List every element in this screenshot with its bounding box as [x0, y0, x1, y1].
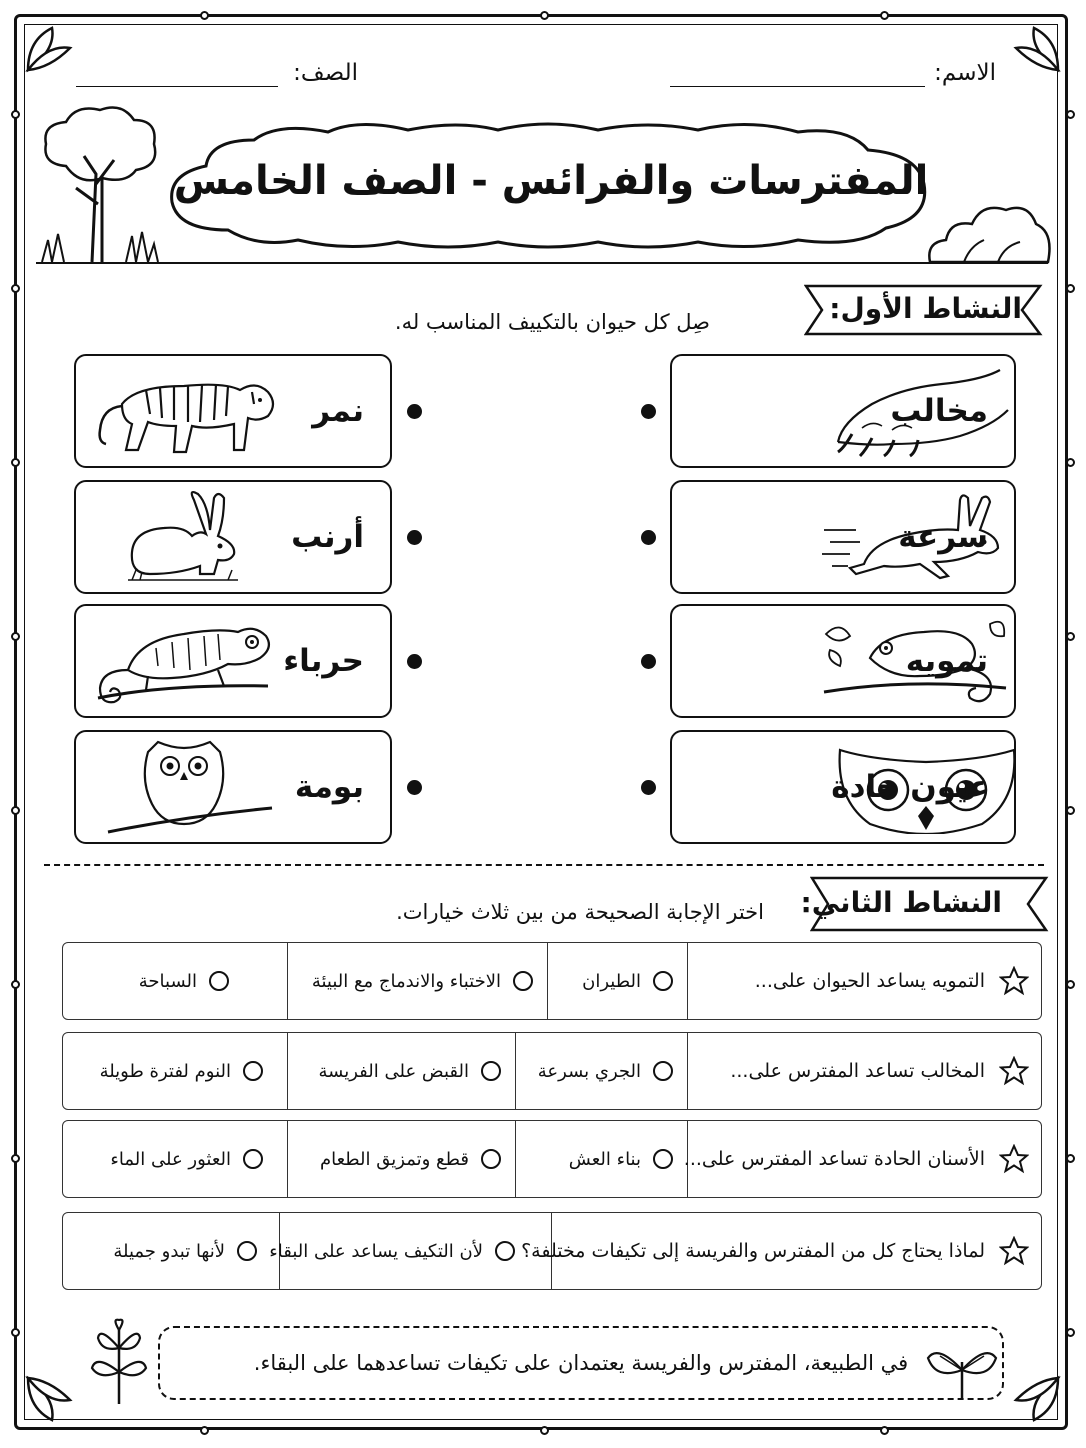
match-dot-right[interactable] — [641, 404, 656, 419]
adaptation-card-claws[interactable] — [670, 354, 1016, 468]
border-dot — [880, 11, 889, 20]
animal-card-chameleon[interactable] — [74, 604, 392, 718]
border-dot — [1066, 284, 1075, 293]
rabbit-icon — [88, 490, 278, 584]
summary-text: في الطبيعة، المفترس والفريسة يعتمدان على تكيفات تساعدهما على البقاء. — [253, 1351, 909, 1375]
match-dot-left[interactable] — [407, 654, 422, 669]
option-cell[interactable] — [287, 943, 547, 1019]
match-dot-left[interactable] — [407, 404, 422, 419]
page-title: المفترسات والفرائس - الصف الخامس — [173, 158, 929, 204]
option-text: الطيران — [582, 970, 641, 992]
section-divider — [44, 864, 1044, 866]
option-text: قطع وتمزيق الطعام — [319, 1148, 469, 1170]
option-cell[interactable] — [63, 1033, 287, 1109]
question-row — [62, 1032, 1042, 1110]
border-dot — [11, 458, 20, 467]
adaptation-card-camouflage[interactable] — [670, 604, 1016, 718]
option-text: لأن التكيف يساعد على البقاء — [269, 1240, 483, 1262]
radio-button[interactable] — [653, 971, 673, 991]
option-text: العثور على الماء — [110, 1148, 231, 1170]
name-field[interactable] — [670, 86, 925, 87]
corner-leaf-icon — [1008, 1372, 1064, 1428]
ground-line — [36, 262, 1048, 264]
border-dot — [540, 11, 549, 20]
chameleon-icon — [88, 614, 278, 708]
border-dot — [11, 980, 20, 989]
radio-button[interactable] — [209, 971, 229, 991]
radio-button[interactable] — [481, 1149, 501, 1169]
border-dot — [200, 11, 209, 20]
border-dot — [1066, 980, 1075, 989]
match-dot-left[interactable] — [407, 780, 422, 795]
radio-button[interactable] — [243, 1149, 263, 1169]
option-cell[interactable] — [547, 943, 687, 1019]
star-icon — [999, 1056, 1029, 1086]
question-text: الأسنان الحادة تساعد المفترس على... — [683, 1148, 985, 1170]
activity2-instruction: اختر الإجابة الصحيحة من بين ثلاث خيارات. — [396, 900, 764, 924]
animal-card-rabbit[interactable] — [74, 480, 392, 594]
radio-button[interactable] — [653, 1149, 673, 1169]
border-dot — [1066, 110, 1075, 119]
adaptation-label: مخالب — [890, 393, 988, 429]
adaptation-label: عيون حادة — [831, 769, 990, 805]
question-row — [62, 1120, 1042, 1198]
border-dot — [11, 1328, 20, 1337]
question-text: لماذا يحتاج كل من المفترس والفريسة إلى تكيفات مختلفة؟ — [521, 1240, 985, 1262]
border-dot — [540, 1426, 549, 1435]
animal-label: حرباء — [283, 643, 364, 679]
adaptation-card-speed[interactable] — [670, 480, 1016, 594]
class-field[interactable] — [76, 86, 278, 87]
option-cell[interactable] — [515, 1033, 687, 1109]
border-dot — [11, 632, 20, 641]
activity1-title: النشاط الأول: — [829, 292, 1022, 325]
question-text: المخالب تساعد المفترس على... — [730, 1060, 985, 1082]
option-cell[interactable] — [269, 1213, 551, 1289]
corner-leaf-icon — [22, 1372, 78, 1428]
animal-label: نمر — [312, 393, 364, 429]
radio-button[interactable] — [237, 1241, 257, 1261]
option-text: النوم لفترة طويلة — [99, 1060, 231, 1082]
bush-icon — [924, 196, 1054, 264]
option-text: لأنها تبدو جميلة — [113, 1240, 225, 1262]
option-text: السباحة — [138, 970, 197, 992]
question-text: التمويه يساعد الحيوان على... — [754, 970, 985, 992]
adaptation-card-sharp-eyes[interactable] — [670, 730, 1016, 844]
border-dot — [1066, 1154, 1075, 1163]
option-text: بناء العش — [568, 1148, 641, 1170]
option-text: القبض على الفريسة — [318, 1060, 469, 1082]
corner-leaf-icon — [1008, 20, 1064, 76]
border-dot — [11, 110, 20, 119]
radio-button[interactable] — [653, 1061, 673, 1081]
class-label: الصف: — [293, 60, 358, 86]
activity1-instruction: صِل كل حيوان بالتكييف المناسب له. — [394, 310, 710, 334]
option-cell[interactable] — [63, 1121, 287, 1197]
option-cell[interactable] — [287, 1121, 515, 1197]
option-text: الاختباء والاندماج مع البيئة — [311, 970, 501, 992]
question-row — [62, 942, 1042, 1020]
star-icon — [999, 966, 1029, 996]
option-text: الجري بسرعة — [537, 1060, 641, 1082]
question-cell — [687, 943, 1041, 1019]
corner-leaf-icon — [22, 20, 78, 76]
border-dot — [11, 806, 20, 815]
owl-icon — [88, 740, 278, 834]
question-row — [62, 1212, 1042, 1290]
match-dot-right[interactable] — [641, 780, 656, 795]
animal-card-tiger[interactable] — [74, 354, 392, 468]
star-icon — [999, 1236, 1029, 1266]
animal-card-owl[interactable] — [74, 730, 392, 844]
question-cell — [687, 1033, 1041, 1109]
name-label: الاسم: — [934, 60, 996, 86]
radio-button[interactable] — [481, 1061, 501, 1081]
border-dot — [11, 1154, 20, 1163]
border-dot — [200, 1426, 209, 1435]
option-cell[interactable] — [287, 1033, 515, 1109]
question-cell — [521, 1213, 1041, 1289]
option-cell[interactable] — [63, 1213, 279, 1289]
summary-box — [158, 1326, 1004, 1400]
border-dot — [1066, 1328, 1075, 1337]
adaptation-label: سرعة — [898, 519, 988, 555]
plant-icon — [88, 1318, 150, 1406]
radio-button[interactable] — [495, 1241, 515, 1261]
animal-label: بومة — [294, 769, 364, 805]
star-icon — [999, 1144, 1029, 1174]
border-dot — [1066, 806, 1075, 815]
option-cell[interactable] — [515, 1121, 687, 1197]
activity2-title: النشاط الثاني: — [800, 886, 1002, 919]
radio-button[interactable] — [243, 1061, 263, 1081]
animal-label: أرنب — [291, 519, 364, 555]
adaptation-label: تمويه — [905, 643, 988, 679]
question-cell — [683, 1121, 1041, 1197]
tree-icon — [36, 104, 166, 264]
option-cell[interactable] — [63, 943, 287, 1019]
border-dot — [1066, 458, 1075, 467]
tiger-icon — [88, 364, 278, 458]
match-dot-right[interactable] — [641, 530, 656, 545]
match-dot-right[interactable] — [641, 654, 656, 669]
border-dot — [11, 284, 20, 293]
match-dot-left[interactable] — [407, 530, 422, 545]
border-dot — [880, 1426, 889, 1435]
border-dot — [1066, 632, 1075, 641]
title-wrap — [158, 158, 944, 204]
radio-button[interactable] — [513, 971, 533, 991]
